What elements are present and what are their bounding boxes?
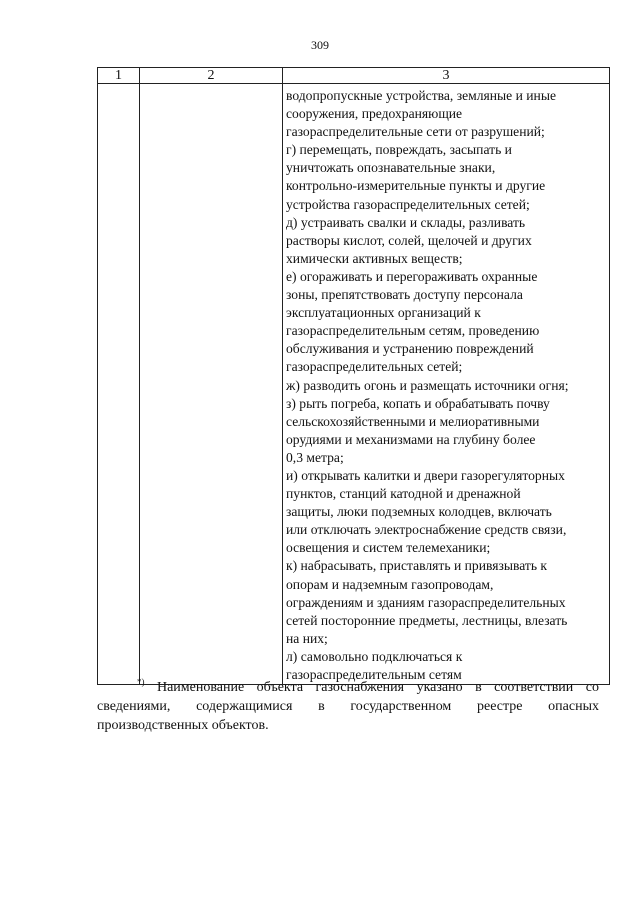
page-number: 309 (311, 38, 329, 52)
restriction-line: ограждениям и зданиям газораспределительных (286, 594, 566, 610)
restriction-line: освещения и систем телемеханики; (286, 540, 491, 556)
restriction-line: или отключать электроснабжение средств связи, (286, 522, 567, 538)
restriction-line: на них; (286, 630, 328, 646)
restriction-line: водопропускные устройства, земляные и иные (286, 88, 556, 103)
restriction-line: эксплуатационных организаций к (286, 305, 481, 321)
restriction-line: газораспределительные сети от разрушений; (286, 124, 545, 140)
table-row (98, 84, 610, 685)
restriction-line: газораспределительным сетям (286, 667, 462, 682)
restriction-line: сетей посторонние предметы, лестницы, влезать (286, 612, 568, 628)
restriction-line: сооружения, предохраняющие (286, 106, 463, 122)
table-header-row (98, 68, 610, 84)
table-header-col-2: 2 (140, 68, 283, 84)
restriction-line: устройства газораспределительных сетей; (286, 196, 530, 212)
restriction-line: д) устраивать свалки и склады, разливать (286, 214, 526, 230)
table-cell-col-1 (98, 84, 140, 685)
restriction-line: зоны, препятствовать доступу персонала (286, 287, 523, 303)
restriction-line: к) набрасывать, приставлять и привязывать к (286, 558, 548, 574)
footnote-line-text: Наименование объекта газоснабжения указано в соответствии со (156, 680, 599, 695)
restriction-line: сельскохозяйственными и мелиоративными (286, 413, 540, 429)
restriction-line: орудиями и механизмами на глубину более (286, 431, 536, 447)
footnote-line: сведениями, содержащимися в государственном реестре опасных (97, 699, 599, 714)
restriction-line: обслуживания и устранению повреждений (286, 341, 534, 357)
footnote (97, 678, 599, 735)
restriction-line: опорам и надземным газопроводам, (286, 576, 494, 592)
restriction-line: л) самовольно подключаться к (286, 648, 463, 664)
table-cell-col-2 (140, 84, 283, 685)
restriction-line: 0,3 метра; (286, 449, 344, 465)
restrictions-text (283, 84, 609, 684)
restriction-line: газораспределительным сетям, проведению (286, 323, 540, 339)
footnote-line (97, 678, 599, 697)
restriction-line: защиты, люки подземных колодцев, включать (286, 504, 552, 520)
restriction-line: и) открывать калитки и двери газорегуляторных (286, 467, 565, 483)
restriction-line: растворы кислот, солей, щелочей и других (286, 232, 532, 248)
restriction-line: уничтожать опознавательные знаки, (286, 160, 496, 176)
restriction-line: химически активных веществ; (286, 250, 463, 266)
restriction-line: пунктов, станций катодной и дренажной (286, 486, 521, 502)
restriction-line: з) рыть погреба, копать и обрабатывать почву (286, 395, 550, 411)
table-header-col-3: 3 (283, 68, 610, 84)
restriction-line: г) перемещать, повреждать, засыпать и (286, 142, 512, 158)
restriction-line: контрольно-измерительные пункты и другие (286, 178, 546, 194)
regulation-table (97, 67, 610, 685)
footnote-line: производственных объектов. (97, 718, 269, 733)
table-cell-col-3 (283, 84, 610, 685)
restriction-line: ж) разводить огонь и размещать источники огня; (286, 377, 569, 393)
table-header-col-1: 1 (98, 68, 140, 84)
footnote-marker: *) (137, 677, 145, 687)
restriction-line: газораспределительных сетей; (286, 359, 463, 375)
restriction-line: е) огораживать и перегораживать охранные (286, 268, 538, 284)
